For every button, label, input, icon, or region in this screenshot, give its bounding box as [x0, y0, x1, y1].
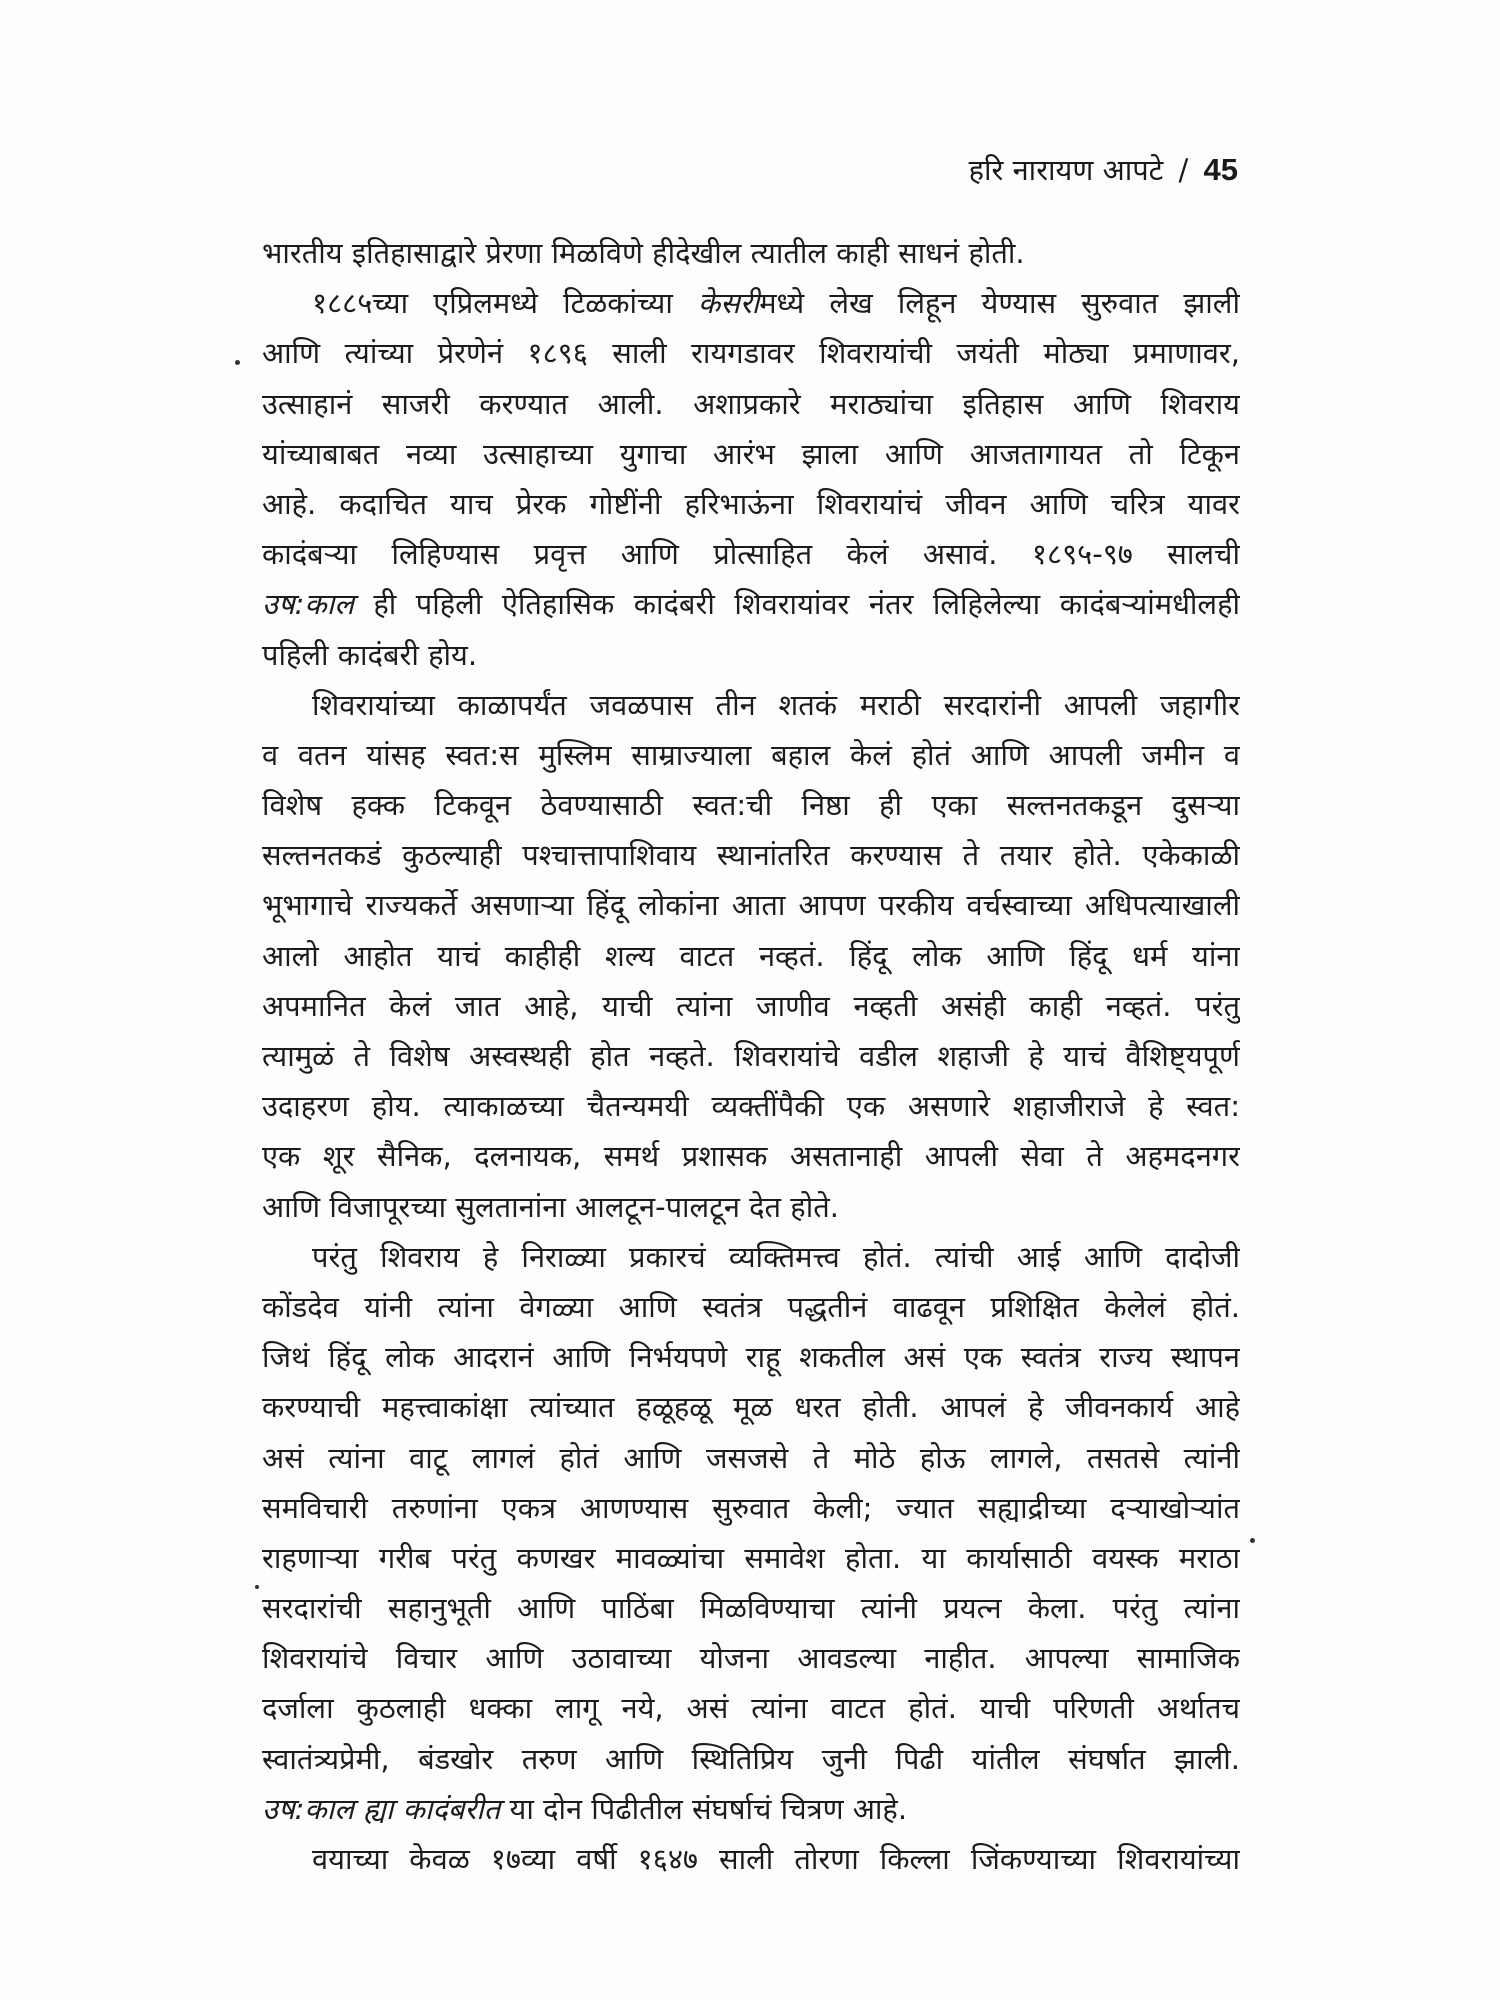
text-line: आणि विजापूरच्या सुलतानांना आलटून-पालटून देत होते. [262, 1189, 839, 1224]
text-run: १८८५च्या एप्रिलमध्ये टिळकांच्या [312, 286, 698, 321]
text-line [262, 1784, 1240, 1834]
paragraph-5 [262, 1834, 1240, 1884]
text-line: सल्तनतकडं कुठल्याही पश्चात्तापाशिवाय स्थानांतरित करण्यास ते तयार होते. एकेकाळी [262, 838, 1240, 873]
italic-title: उष:काल [262, 587, 354, 622]
text-line: व वतन यांसह स्वत:स मुस्लिम साम्राज्याला बहाल केलं होतं आणि आपली जमीन व [262, 737, 1240, 772]
running-title: हरि नारायण आपटे [968, 153, 1164, 187]
text-line: सरदारांची सहानुभूती आणि पाठिंबा मिळविण्याचा त्यांनी प्रयत्न केला. परंतु त्यांना [262, 1591, 1240, 1626]
text-line: समविचारी तरुणांना एकत्र आणण्यास सुरुवात केली; ज्यात सह्याद्रीच्या दऱ्याखोऱ्यांत [262, 1490, 1240, 1525]
paragraph-2 [262, 278, 1240, 680]
text-line: विशेष हक्क टिकवून ठेवण्यासाठी स्वत:ची निष्ठा ही एका सल्तनतकडून दुसऱ्या [262, 788, 1240, 823]
text-line: परंतु शिवराय हे निराळ्या प्रकारचं व्यक्तिमत्त्व होतं. त्यांची आई आणि दादोजी [312, 1239, 1240, 1274]
text-line: शिवरायांच्या काळापर्यंत जवळपास तीन शतकं मराठी सरदारांनी आपली जहागीर [312, 687, 1240, 722]
scan-speck [255, 1585, 259, 1589]
text-line: राहणाऱ्या गरीब परंतु कणखर मावळ्यांचा समावेश होता. या कार्यासाठी वयस्क मराठा [262, 1540, 1240, 1575]
scan-speck [1250, 1538, 1255, 1543]
text-line: यांच्याबाबत नव्या उत्साहाच्या युगाचा आरंभ झाला आणि आजतागायत तो टिकून [262, 436, 1240, 471]
paragraph-3 [262, 680, 1240, 1232]
text-line: पहिली कादंबरी होय. [262, 637, 478, 672]
text-line: भूभागाचे राज्यकर्ते असणाऱ्या हिंदू लोकांना आता आपण परकीय वर्चस्वाच्या अधिपत्याखाली [262, 888, 1240, 923]
text-line [262, 579, 1240, 629]
text-line: उत्साहानं साजरी करण्यात आली. अशाप्रकारे मराठ्यांचा इतिहास आणि शिवराय [262, 386, 1240, 421]
italic-title: केसरी [697, 286, 760, 321]
text-line: असं त्यांना वाटू लागलं होतं आणि जसजसे ते मोठे होऊ लागले, तसतसे त्यांनी [262, 1440, 1240, 1475]
text-line [262, 278, 1240, 328]
text-line: वयाच्या केवळ १७व्या वर्षी १६४७ साली तोरणा किल्ला जिंकण्याच्या शिवरायांच्या [312, 1842, 1240, 1876]
text-line: स्वातंत्र्यप्रेमी, बंडखोर तरुण आणि स्थितिप्रिय जुनी पिढी यांतील संघर्षात झाली. [262, 1741, 1240, 1776]
italic-title: उष:काल ह्या कादंबरीत [262, 1791, 501, 1826]
text-line: एक शूर सैनिक, दलनायक, समर्थ प्रशासक असतानाही आपली सेवा ते अहमदनगर [262, 1139, 1240, 1174]
scan-speck [235, 360, 240, 365]
paragraph-1 [262, 228, 1240, 278]
text-line: त्यामुळं ते विशेष अस्वस्थही होत नव्हते. शिवरायांचे वडील शहाजी हे याचं वैशिष्ट्यपूर्ण [262, 1039, 1240, 1073]
text-run: मध्ये लेख लिहून येण्यास सुरुवात झाली [759, 286, 1240, 321]
text-line: कादंबऱ्या लिहिण्यास प्रवृत्त आणि प्रोत्साहित केलं असावं. १८९५-९७ सालची [262, 537, 1240, 572]
text-line: भारतीय इतिहासाद्वारे प्रेरणा मिळविणे हीदेखील त्यातील काही साधनं होती. [262, 236, 1025, 270]
running-header [969, 150, 1238, 189]
text-line: आणि त्यांच्या प्रेरणेनं १८९६ साली रायगडावर शिवरायांची जयंती मोठ्या प्रमाणावर, [262, 336, 1240, 371]
text-line: करण्याची महत्त्वाकांक्षा त्यांच्यात हळूहळू मूळ धरत होती. आपलं हे जीवनकार्य आहे [262, 1390, 1240, 1425]
text-line: अपमानित केलं जात आहे, याची त्यांना जाणीव नव्हती असंही काही नव्हतं. परंतु [262, 988, 1240, 1023]
text-run: ही पहिली ऐतिहासिक कादंबरी शिवरायांवर नंतर लिहिलेल्या कादंबऱ्यांमधीलही [353, 587, 1240, 622]
paragraph-4 [262, 1232, 1240, 1834]
header-separator: / [1178, 153, 1189, 187]
body-text [262, 228, 1240, 1884]
text-line: शिवरायांचे विचार आणि उठावाच्या योजना आवडल्या नाहीत. आपल्या सामाजिक [262, 1641, 1240, 1676]
text-line: जिथं हिंदू लोक आदरानं आणि निर्भयपणे राहू शकतील असं एक स्वतंत्र राज्य स्थापन [262, 1340, 1240, 1375]
text-line: आहे. कदाचित याच प्रेरक गोष्टींनी हरिभाऊंना शिवरायांचं जीवन आणि चरित्र यावर [262, 486, 1240, 521]
page-number: 45 [1203, 152, 1238, 187]
text-line: उदाहरण होय. त्याकाळच्या चैतन्यमयी व्यक्तींपैकी एक असणारे शहाजीराजे हे स्वत: [262, 1089, 1240, 1124]
text-run: या दोन पिढीतील संघर्षाचं चित्रण आहे. [500, 1791, 908, 1826]
text-line: आलो आहोत याचं काहीही शल्य वाटत नव्हतं. हिंदू लोक आणि हिंदू धर्म यांना [262, 938, 1240, 973]
text-line: दर्जाला कुठलाही धक्का लागू नये, असं त्यांना वाटत होतं. याची परिणती अर्थातच [262, 1691, 1240, 1726]
text-line: कोंडदेव यांनी त्यांना वेगळ्या आणि स्वतंत्र पद्धतीनं वाढवून प्रशिक्षित केलेलं होतं. [262, 1289, 1240, 1324]
